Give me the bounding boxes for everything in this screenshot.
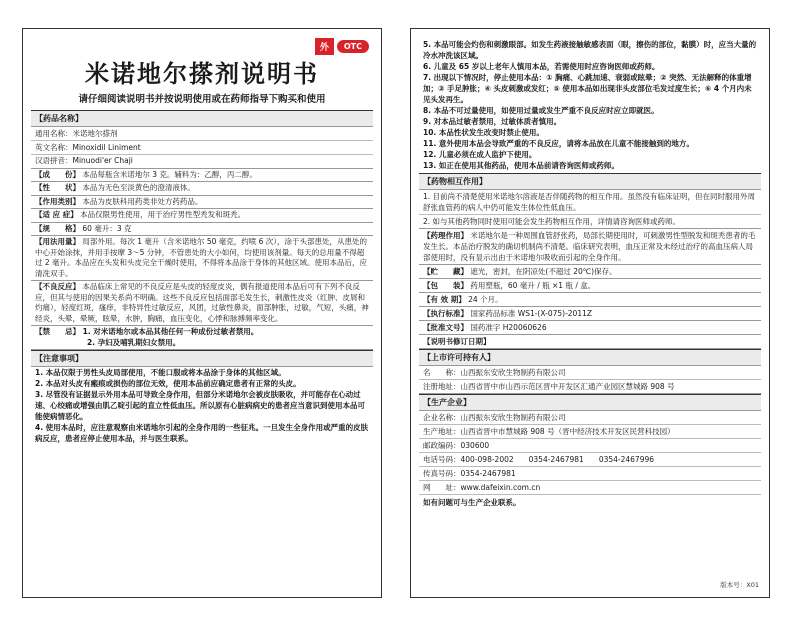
contraindication-label: 【禁 忌】: [35, 327, 80, 336]
standard-row: [419, 307, 761, 321]
spec-label: 【规 格】: [35, 223, 80, 233]
left-leaflet-page: [22, 28, 382, 598]
caution-heading: 【注意事项】: [31, 350, 373, 367]
caution-item-4: 4. 使用本品时，应注意观察由米诺地尔引起的全身作用的一些征兆。一旦发生全身作用或严重的皮肤病反应，患者应停止使用本品，并与医生联系。: [35, 423, 369, 443]
interaction-item-1: 1. 目前尚不清楚使用米诺地尔溶液是否伴随药物的相互作用。虽然没有临床证明，但在同时服用外周舒张血管药的病人中仍可能发生体位性低血压。: [419, 190, 761, 215]
interaction-heading: 【药物相互作用】: [419, 173, 761, 190]
indication-label: 【适 应 症】: [35, 210, 78, 219]
category-text: 本品为皮肤科用药类非处方药药品。: [82, 196, 203, 206]
caution-item-8: 8. 本品不可过量使用，如使用过量或发生严重不良反应时应立即就医。: [423, 106, 659, 115]
document-subtitle: 请仔细阅读说明书并按说明使用或在药师指导下购买和使用: [78, 94, 326, 105]
caution-item-13: 13. 如正在使用其他药品，使用本品前请咨询医师或药师。: [423, 161, 619, 170]
approval-label: 【批准文号】: [423, 323, 468, 332]
ingredients-text: 本品每瓶含米诺地尔 3 克。辅料为：乙醇，丙二醇。: [82, 169, 257, 179]
category-row: [31, 196, 373, 210]
otc-badge: OTC: [337, 40, 369, 53]
ingredients-label: 【成 份】: [35, 169, 80, 179]
storage-label: 【贮 藏】: [423, 267, 468, 276]
caution-item-5: 5. 本品可能会灼伤和刺激眼部。如发生药液接触敏感表面（眼，擦伤的部位，黏膜）时，应当大量的冷水冲洗该区域。: [423, 40, 757, 60]
pinyin-name: 汉语拼音：Minuodi'er Chaji: [31, 155, 373, 169]
standard-label: 【执行标准】: [423, 309, 468, 318]
indication-row: [31, 209, 373, 223]
adverse-text: 本品临床上常见的不良反应是头皮的轻度皮炎，偶有报道使用本品后可有下列不良反应，但其与使用的因果关系尚不明确。这些不良反应包括面部毛发生长，刺激性皮炎（红肿、皮屑和灼痛），轻度红斑，瘙痒，非特异性过敏反应，风团，过敏性鼻炎，面部肿胀，过敏，气短，头痛，神经炎，头晕，晕厥，眩晕，水肿，胸痛，血压变化，心悸和脉搏频率变化。: [35, 282, 369, 323]
caution-item-2: 2. 本品对头皮有瘢痕或损伤的部位无效，使用本品前应确定患者有正常的头皮。: [35, 379, 301, 388]
contraindication-1: 1. 对米诺地尔或本品其他任何一种成份过敏者禁用。: [82, 327, 259, 336]
caution-item-6: 6. 儿童及 65 岁以上老年人慎用本品，若需使用时应咨询医师或药师。: [423, 62, 660, 71]
pharmacology-text: 米诺地尔是一种周围血管舒张药，局部长期使用时，可刺激男性型脱发和斑秃患者的毛发生长。本品治疗脱发的确切机制尚不清楚。临床研究表明，血压正常及未经过治疗的高血压病人局部使用时，没有显示出由于米诺地尔吸收而引起的全身作用。: [423, 231, 756, 262]
usage-text: 局部外用。每次 1 毫升（含米诺地尔 50 毫克，约喷 6 次），涂于头部患处，从患处的中心开始涂抹，并用手按摩 3～5 分钟，不管患处的大小如何，均使用该剂量。每天的总用量不得超过 2 毫升。本品应在头发和头皮完全干燥时使用，不得将本品涂于身体的其他区域。使用本品后，应清洗双手。: [35, 237, 368, 278]
ingredients-row: [31, 169, 373, 183]
caution-item-12: 12. 儿童必须在成人监护下使用。: [423, 150, 537, 159]
pharmacology-row: [419, 229, 761, 265]
caution-item-10: 10. 本品性状发生改变时禁止使用。: [423, 128, 544, 137]
manufacturer-heading: 【生产企业】: [419, 394, 761, 411]
validity-text: 24 个月。: [468, 295, 503, 304]
english-name: 英文名称：Minoxidil Liniment: [31, 141, 373, 155]
standard-text: 国家药品标准 WS1-(X-075)-2011Z: [470, 309, 592, 318]
postcode: 邮政编码：030600: [419, 439, 761, 453]
adverse-row: [31, 281, 373, 326]
storage-row: [419, 265, 761, 279]
usage-row: [31, 236, 373, 281]
package-row: [419, 279, 761, 293]
external-use-badge: 外: [315, 38, 334, 55]
manufacturer-name: 企业名称：山西振东安欣生物制药有限公司: [419, 411, 761, 425]
category-label: 【作用类别】: [35, 196, 80, 206]
interaction-item-2: 2. 如与其他药物同时使用可能会发生药物相互作用，详情请咨询医师或药师。: [419, 215, 761, 229]
holder-name: 名 称：山西振东安欣生物制药有限公司: [419, 366, 761, 380]
otc-badges: [315, 38, 369, 55]
contraindication-2: 2. 孕妇及哺乳期妇女禁用。: [87, 337, 181, 347]
version-number: 版本号：X01: [720, 581, 759, 589]
usage-label: 【用法用量】: [35, 237, 80, 246]
caution-item-1: 1. 本品仅限于男性头皮局部使用，不能口服或将本品涂于身体的其他区域。: [35, 368, 286, 377]
appearance-row: [31, 182, 373, 196]
caution-item-9: 9. 对本品过敏者禁用，过敏体质者慎用。: [423, 117, 562, 126]
right-leaflet-page: [410, 28, 770, 598]
package-label: 【包 装】: [423, 281, 468, 290]
revision-date-row: 【说明书修订日期】: [419, 335, 761, 349]
appearance-text: 本品为无色至淡黄色的澄清液体。: [82, 183, 195, 192]
drug-name-heading: 【药品名称】: [31, 110, 373, 127]
approval-text: 国药准字 H20060626: [470, 323, 547, 332]
contraindication-row: [31, 326, 373, 350]
package-text: 药用塑瓶，60 毫升 / 瓶 ×1 瓶 / 盒。: [470, 281, 596, 290]
pharmacology-label: 【药理作用】: [423, 231, 468, 240]
caution-item-11: 11. 意外使用本品会导致严重的不良反应，请将本品放在儿童不能接触到的地方。: [423, 139, 694, 148]
caution-item-3: 3. 尽管没有证据显示外用本品可导致全身作用，但部分米诺地尔会被皮肤吸收，并可能存在心动过速、心绞痛或增强由肌乙啶引起的直立性低血压。所以原有心脏病病史的患者应当意识到使用本品可能使病情恶化。: [35, 390, 365, 421]
indication-text: 本品仅限男性使用，用于治疗男性型秃发和斑秃。: [80, 210, 246, 219]
validity-row: [419, 293, 761, 307]
spec-text: 60 毫升：3 克: [82, 223, 132, 233]
storage-text: 遮光，密封，在阴凉处(不超过 20℃)保存。: [470, 267, 617, 276]
contact-note: 如有问题可与生产企业联系。: [423, 498, 521, 507]
phone: 电话号码：400-098-2002 0354-2467981 0354-2467996: [419, 453, 761, 467]
adverse-label: 【不良反应】: [35, 282, 80, 291]
fax: 传真号码：0354-2467981: [419, 467, 761, 481]
validity-label: 【有 效 期】: [423, 295, 466, 304]
appearance-label: 【性 状】: [35, 183, 80, 192]
website: 网 址：www.dafeixin.com.cn: [419, 481, 761, 495]
holder-address: 注册地址：山西省晋中市山西示范区晋中开发区汇通产业园区慧城路 908 号: [419, 380, 761, 394]
document-title: 米诺地尔搽剂说明书: [85, 60, 319, 88]
spec-row: [31, 223, 373, 237]
manufacturer-address: 生产地址：山西省晋中市慧城路 908 号（晋中经济技术开发区民营科技园）: [419, 425, 761, 439]
common-name: 通用名称：米诺地尔搽剂: [31, 127, 373, 141]
caution-item-7: 7. 出现以下情况时，停止使用本品：① 胸痛、心跳加速、衰弱或眩晕；② 突然、无法解释的体重增加；③ 手足肿胀；④ 头皮刺激或发红；⑤ 使用本品如出现非头皮部位毛发过度生长；⑥ 4 个月内未见头发再生。: [423, 73, 752, 104]
approval-row: [419, 321, 761, 335]
holder-heading: 【上市许可持有人】: [419, 349, 761, 366]
